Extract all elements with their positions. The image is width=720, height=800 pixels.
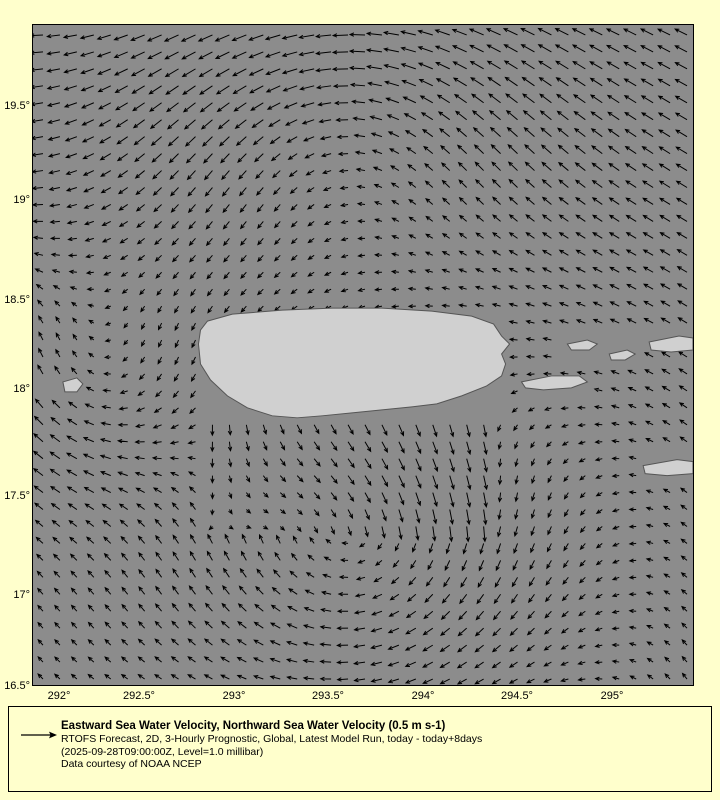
y-tick-5: 19° — [13, 194, 30, 206]
x-tick-6: 295° — [600, 690, 624, 702]
vector-scale-arrow-icon — [21, 729, 57, 741]
islet-north-east — [609, 350, 635, 360]
island-vieques — [522, 376, 588, 390]
caption-line-1: RTOFS Forecast, 2D, 3-Hourly Prognostic, Global, Latest Model Run, today - today+8days — [61, 733, 483, 745]
island-puerto-rico — [198, 308, 509, 418]
y-tick-2: 17.5° — [4, 490, 30, 502]
y-tick-3: 18° — [13, 383, 30, 395]
x-tick-1: 292.5° — [123, 690, 155, 702]
caption-line-3: Data courtesy of NOAA NCEP — [61, 758, 202, 770]
island-east-edge — [649, 336, 693, 352]
land-mask-puerto-rico — [33, 25, 693, 685]
y-tick-4: 18.5° — [4, 294, 30, 306]
caption-line-2: (2025-09-28T09:00:00Z, Level=1.0 millibar) — [61, 745, 264, 758]
caption-text-block — [61, 719, 705, 771]
island-culebra — [567, 340, 597, 350]
x-tick-4: 294° — [411, 690, 435, 702]
x-tick-0: 292° — [47, 690, 71, 702]
island-st-croix — [643, 460, 693, 476]
x-tick-2: 293° — [222, 690, 246, 702]
islet-west — [63, 378, 83, 392]
chart-legend-caption — [8, 706, 712, 792]
caption-title: Eastward Sea Water Velocity, Northward Sea Water Velocity (0.5 m s-1) — [61, 720, 446, 732]
x-tick-3: 293.5° — [312, 690, 344, 702]
vector-field-plot — [32, 24, 694, 686]
x-tick-5: 294.5° — [501, 690, 533, 702]
y-tick-0: 16.5° — [4, 680, 30, 692]
y-tick-6: 19.5° — [4, 100, 30, 112]
y-tick-1: 17° — [13, 589, 30, 601]
